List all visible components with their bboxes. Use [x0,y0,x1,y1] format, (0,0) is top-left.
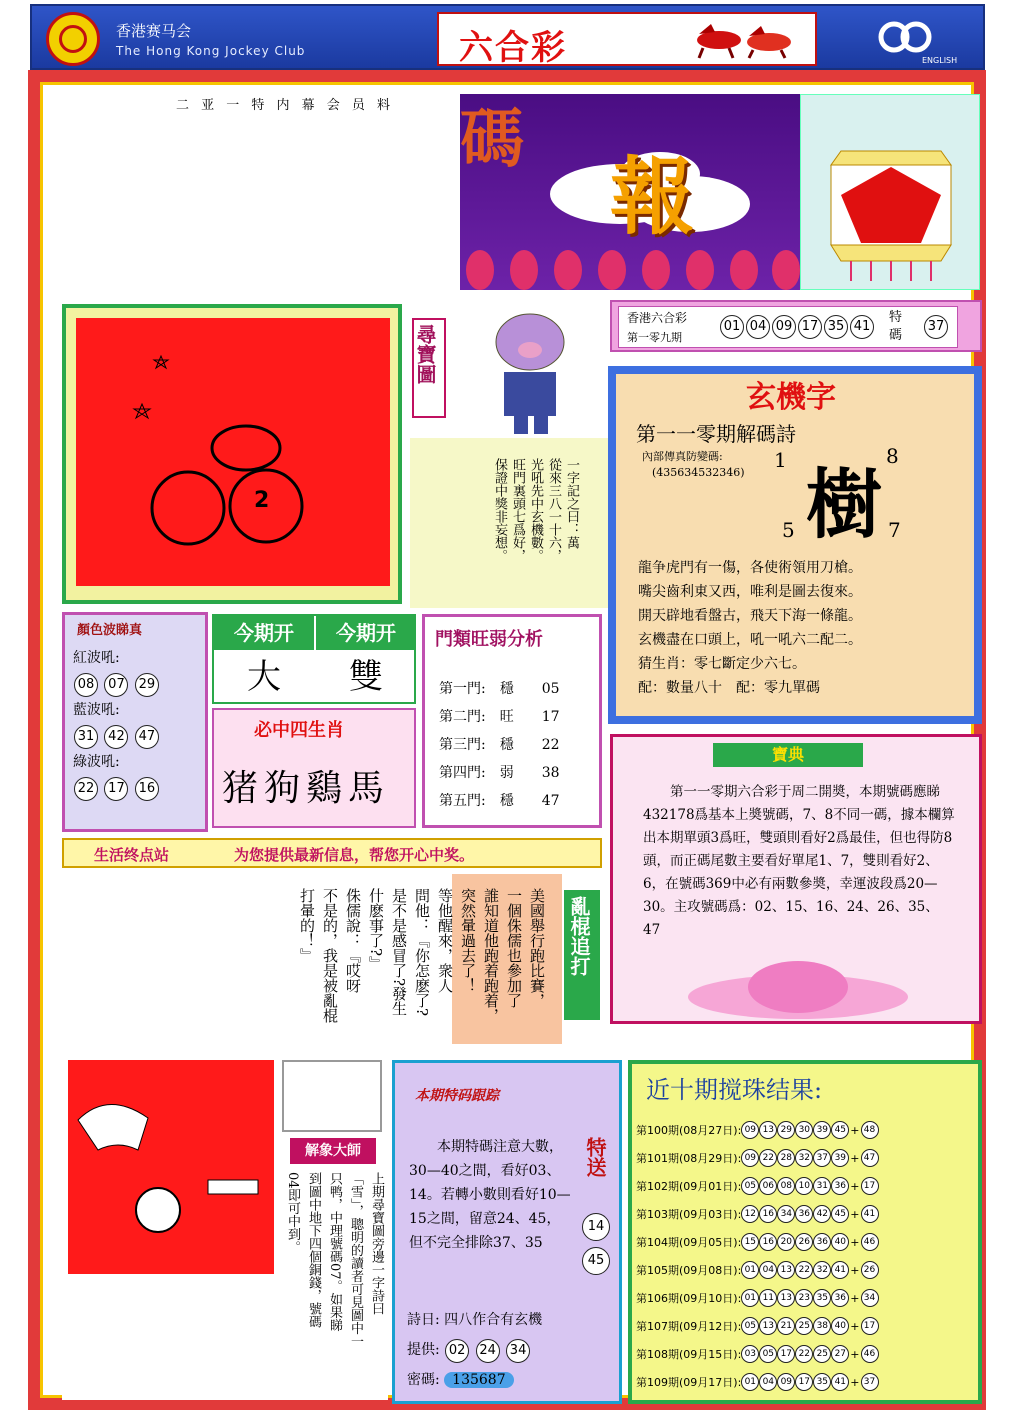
recent-period: 第101期 [636,1152,679,1165]
recent-ball: 26 [795,1233,813,1251]
color-wave-title: 顏色波睇真 [77,623,143,638]
lotus-icon [673,957,923,1021]
wave-ball: 29 [135,673,159,697]
wave-ball: 42 [104,725,128,749]
banner [40,82,985,294]
wave-label-green: 綠波吼: [73,754,120,770]
scroll-line: 一字記之曰：萬 [564,458,579,549]
treasure-map-label: 尋寶圖 [412,318,446,418]
scroll-line: 從來三八一十六， [546,458,561,562]
current-label-2: 今期开 [316,616,416,650]
pig-on-balls-icon [76,318,390,586]
interpret-image [68,1060,274,1274]
poem-line: 玄機盡在口頭上，吼一吼六二配二。 [638,632,862,648]
interpret-panel [62,1054,388,1400]
zodiac-item: 猪 [222,768,265,809]
recent-ball: 13 [777,1261,795,1279]
poem-line: 嘴尖齒利東又西，唯利是圖去復來。 [638,584,862,600]
poem-row: 詩日: 四八作合有玄機 [407,1312,543,1328]
goose-ball-icon [68,1060,274,1274]
header-bar [30,4,985,70]
wave-label-red: 紅波吼: [73,650,120,666]
recent-ball: 36 [831,1289,849,1307]
wave-ball: 17 [104,777,128,801]
result-label: 香港六合彩 [627,311,688,325]
recent-ball: 38 [813,1317,831,1335]
zodiac-list [222,760,390,811]
story-title: 亂棍追打 [564,890,600,1020]
recent-date: (09月08日): [679,1264,742,1277]
gate-row: 第四門: 弱 38 [439,765,560,781]
recent-row: 第100期 (08月27日): 09 13 29 30 39 45 + 48 [636,1116,976,1144]
life-banner [62,838,602,868]
result-ball: 35 [824,315,848,339]
recent-ball: 01 [741,1373,759,1391]
current-value-2: 雙 [349,657,383,697]
latest-result-box [610,300,982,352]
recent-period: 第100期 [636,1124,679,1137]
banner-char-bao: 報 [610,147,695,246]
recent-ball: 17 [777,1345,795,1363]
recent-special-ball: 37 [861,1373,879,1391]
scroll-poem [490,458,580,598]
recent-ball: 32 [813,1261,831,1279]
recent-ball: 41 [831,1261,849,1279]
current-period-panel [212,614,416,704]
recent-ball: 23 [795,1289,813,1307]
recent-period: 第104期 [636,1236,679,1249]
recent-row: 第105期 (09月08日): 01 04 13 22 32 41 + 26 [636,1256,976,1284]
recent-ball: 36 [813,1233,831,1251]
recent-ball: 13 [759,1121,777,1139]
interpret-title: 解象大師 [290,1138,376,1164]
recent-special-ball: 48 [861,1121,879,1139]
recent-ball: 16 [759,1233,777,1251]
recent-special-ball: 26 [861,1261,879,1279]
recent-ball: 34 [777,1205,795,1223]
code-row: 密碼: 135687 [407,1369,514,1389]
life-banner-title: 生活终点站 [94,846,170,864]
recent-ball: 45 [831,1205,849,1223]
recent-period: 第103期 [636,1208,679,1221]
story-panel [62,874,602,1048]
recent-ball: 06 [759,1177,777,1195]
recent-period: 第108期 [636,1348,679,1361]
banner-white-cover [46,88,460,298]
scroll-line: 光吼先中玄機數。 [528,458,543,562]
xuanji-panel [608,366,982,724]
corner-num: 1 [774,448,787,472]
horses-icon [689,20,809,60]
recent-ball: 40 [831,1233,849,1251]
recent-ball: 29 [777,1121,795,1139]
corner-num: 7 [888,518,901,542]
scroll-line: 旺門裏頭七爲好， [510,458,525,562]
special-track-text: 本期特碼注意大數，30—40之間，看好03、14。若轉小數則看好10—15之間，留意24、45，但不完全排除37、35 [409,1139,571,1251]
recent-ball: 15 [741,1233,759,1251]
recent-ball: 30 [795,1121,813,1139]
zodiac-item: 馬 [348,768,391,809]
recent-ball: 45 [831,1121,849,1139]
treasure-map-image [76,318,390,586]
recent-row: 第108期 (09月15日): 03 05 17 22 25 27 + 46 [636,1340,976,1368]
wave-ball: 16 [135,777,159,801]
recent-date: (09月10日): [679,1292,742,1305]
lotus-row-icon [460,244,800,290]
corner-num: 5 [782,518,795,542]
lantern-icon [801,95,981,291]
recent-period: 第107期 [636,1320,679,1333]
zodiac-title: 必中四生肖 [254,720,344,741]
recent-date: (09月01日): [679,1180,742,1193]
recent-row: 第107期 (09月12日): 05 13 21 25 38 40 + 17 [636,1312,976,1340]
special-send-ball: 45 [582,1247,610,1275]
banner-top-line: 二 亚 一 特 内 幕 会 员 料 [176,98,395,113]
result-ball: 01 [720,315,744,339]
interpret-text: 上期尋寶圖旁邊一字詩曰 「雪」，聰明的讀者可見圖中一 只鸭，中理號碼07。如果睇 到圖中地下四個銅錢，號碼 04即可中到。 [285,1172,384,1348]
recent-ball: 21 [777,1317,795,1335]
recent-ball: 03 [741,1345,759,1363]
recent-date: (09月03日): [679,1208,742,1221]
recent-ball: 25 [813,1345,831,1363]
recent-date: (09月17日): [679,1376,742,1389]
baodian-text: 第一一零期六合彩于周二開奬，本期號碼應睇432178爲基本上奬號碼，7、8不同一碼，據本欄算出本期單頭3爲旺，雙頭則看好2爲最佳，但也得防8頭，而正碼尾數主要看好單尾1、7，雙則看好2、6，在號碼369中必有兩數參奬，幸運波段爲20—30。主攻號碼爲：02、15、16、24、26、35、47 [643,784,955,938]
recent-title: 近十期搅珠结果: [646,1076,823,1104]
recent-ball: 01 [741,1289,759,1307]
recent-ball: 05 [759,1345,777,1363]
club-name-en: The Hong Kong Jockey Club [116,44,306,58]
banner-purple [460,94,800,290]
recent-ball: 13 [777,1289,795,1307]
corner-num: 8 [886,444,899,468]
recent-ball: 35 [813,1373,831,1391]
current-label-1: 今期开 [214,616,314,650]
result-balls [719,315,875,339]
current-value-1: 大 [247,657,281,697]
recent-ball: 36 [795,1205,813,1223]
recent-date: (09月05日): [679,1236,742,1249]
lottery-ring-icon[interactable] [872,20,938,54]
recent-row: 第104期 (09月05日): 15 16 20 26 36 40 + 46 [636,1228,976,1256]
color-wave-groups [73,645,160,801]
recent-special-ball: 41 [861,1205,879,1223]
recent-special-ball: 17 [861,1317,879,1335]
banner-char-ma: 碼 [460,102,524,177]
poem-line: 開天辟地看盤古，飛天下海一條龍。 [638,608,862,624]
recent-ball: 11 [759,1289,777,1307]
gate-analysis-panel [422,614,602,828]
recent-date: (08月27日): [679,1124,742,1137]
wave-ball: 31 [74,725,98,749]
recent-ball: 40 [831,1317,849,1335]
recent-date: (09月15日): [679,1348,742,1361]
recent-ball: 39 [831,1149,849,1167]
special-send-ball: 14 [582,1213,610,1241]
recent-special-ball: 34 [861,1289,879,1307]
scroll-line: 保證中獎非妄想。 [492,458,507,562]
recent-special-ball: 17 [861,1177,879,1195]
story-text: 美國舉行跑比賽， 一個侏儒也參加了 誰知道他跑着跑着， 突然暈過去了！ 等他醒來，衆人 問他：『你怎麽了? 是不是感冒了?發生 什麽事了?』 侏儒說：『哎呀 不是的，我是被亂棍 打暈的！』 [298,888,546,1023]
baodian-title: 寶典 [713,743,863,767]
xuanji-big-char: 樹 [806,460,882,549]
scroll-poem-panel [410,438,610,608]
result-ball: 17 [798,315,822,339]
club-name-zh: 香港赛马会 [116,22,192,40]
gate-rows [439,675,560,815]
recent-ball: 39 [813,1121,831,1139]
wave-ball: 22 [74,777,98,801]
gate-title: 門類旺弱分析 [435,629,543,650]
recent-row: 第109期 (09月17日): 01 04 09 17 35 41 + 37 [636,1368,976,1396]
poem-line: 猜生肖：零七斷定少六七。 [638,656,806,672]
wave-ball: 08 [74,673,98,697]
recent-ball: 08 [777,1177,795,1195]
recent-ball: 25 [795,1317,813,1335]
recent-ball: 32 [795,1149,813,1167]
recent-ball: 01 [741,1261,759,1279]
recent-ball: 05 [741,1317,759,1335]
recent-ball: 09 [741,1149,759,1167]
recent-row: 第102期 (09月01日): 05 06 08 10 31 36 + 17 [636,1172,976,1200]
zodiac-item: 鷄 [306,768,349,809]
recent-row: 第103期 (09月03日): 12 16 34 36 42 45 + 41 [636,1200,976,1228]
gate-row: 第一門: 穩 05 [439,681,560,697]
recent-ball: 04 [759,1373,777,1391]
recent-ball: 13 [759,1317,777,1335]
provide-row: 提供: 02 24 34 [407,1339,531,1363]
recent-special-ball: 47 [861,1149,879,1167]
gate-row: 第五門: 穩 47 [439,793,560,809]
recent-ball: 22 [795,1261,813,1279]
treasure-map-panel [62,304,402,604]
recent-ball: 35 [813,1289,831,1307]
recent-ball: 22 [759,1149,777,1167]
pig-mascot-icon [460,302,600,442]
result-period: 第一零九期 [627,331,682,344]
recent-ball: 12 [741,1205,759,1223]
jockey-club-logo-icon [46,12,100,66]
recent-results-panel [628,1060,982,1404]
treasure-ball-number: 2 [254,488,270,513]
fax-number: (435634532346) [652,466,745,479]
poem-line: 龍争虎門有一傷，各使術領用刀槍。 [638,560,862,576]
zodiac-item: 狗 [264,768,307,809]
recent-ball: 10 [795,1177,813,1195]
hand-writing-icon [282,1060,382,1132]
xuanji-poem [638,556,862,700]
wave-label-blue: 藍波吼: [73,702,120,718]
special-ball: 37 [924,315,948,339]
recent-ball: 17 [795,1373,813,1391]
result-ball: 41 [850,315,874,339]
recent-special-ball: 46 [861,1345,879,1363]
recent-row: 第106期 (09月10日): 01 11 13 23 35 36 + 34 [636,1284,976,1312]
recent-date: (09月12日): [679,1320,742,1333]
recent-ball: 41 [831,1373,849,1391]
title-box [437,12,817,66]
recent-ball: 22 [795,1345,813,1363]
page-title: 六合彩 [459,28,567,68]
poem-line: 配：數量八十 配：零九單碼 [638,680,820,696]
recent-ball: 09 [741,1121,759,1139]
special-send-label: 特送 [583,1137,607,1177]
baodian-panel [610,734,982,1024]
fax-label: 內部傳真防變碼: [642,450,723,463]
recent-ball: 05 [741,1177,759,1195]
recent-period: 第106期 [636,1292,679,1305]
recent-ball: 16 [759,1205,777,1223]
zodiac-panel [212,708,416,828]
recent-date: (08月29日): [679,1152,742,1165]
special-label: 特碼 [889,310,903,343]
wave-ball: 47 [135,725,159,749]
recent-ball: 27 [831,1345,849,1363]
recent-ball: 31 [813,1177,831,1195]
recent-ball: 36 [831,1177,849,1195]
recent-ball: 09 [777,1373,795,1391]
gate-row: 第三門: 穩 22 [439,737,560,753]
life-banner-slogan: 为您提供最新信息，帮您开心中奖。 [234,846,475,864]
secret-code: 135687 [444,1372,513,1388]
recent-ball: 42 [813,1205,831,1223]
recent-ball: 04 [759,1261,777,1279]
special-track-panel [392,1060,622,1404]
recent-row: 第101期 (08月29日): 09 22 28 32 37 39 + 47 [636,1144,976,1172]
recent-ball: 28 [777,1149,795,1167]
page-frame [28,70,986,1410]
gate-row: 第二門: 旺 17 [439,709,560,725]
color-wave-panel [62,612,208,832]
result-ball: 09 [772,315,796,339]
lantern-box [800,94,980,290]
special-track-title: 本期特码跟踪 [415,1088,499,1104]
recent-period: 第102期 [636,1180,679,1193]
recent-period: 第105期 [636,1264,679,1277]
english-link[interactable]: ENGLISH [922,56,958,65]
recent-ball: 37 [813,1149,831,1167]
xuanji-title: 玄機字 [746,380,836,415]
recent-special-ball: 46 [861,1233,879,1251]
result-ball: 04 [746,315,770,339]
recent-period: 第109期 [636,1376,679,1389]
wave-ball: 07 [104,673,128,697]
recent-ball: 20 [777,1233,795,1251]
xuanji-subtitle: 第一一零期解碼詩 [636,422,796,446]
